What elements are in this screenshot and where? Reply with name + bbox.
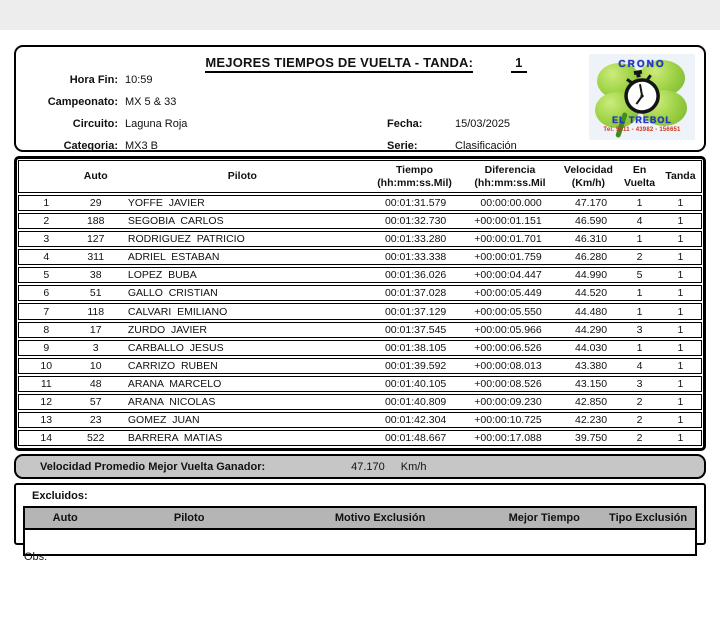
pilot-name-cell: ADRIEL ESTABAN [127, 251, 220, 264]
difference-cell: 00:00:00.000 [480, 197, 542, 210]
field-value: Clasificación [455, 140, 517, 152]
tanda-cell: 1 [677, 395, 684, 408]
excluded-section [14, 483, 706, 545]
position-cell: 3 [43, 233, 50, 246]
field-value: 15/03/2025 [455, 118, 511, 130]
speed-cell: 47.170 [574, 197, 608, 210]
excluded-title: Excluidos: [32, 490, 88, 502]
speed-cell: 39.750 [574, 432, 608, 445]
result-row [18, 322, 702, 338]
result-row [18, 267, 702, 283]
field-value: MX3 B [125, 140, 159, 152]
position-cell: 12 [40, 395, 53, 408]
lap-cell: 2 [636, 413, 643, 426]
time-header-line2: (hh:mm:ss.Mil) [377, 176, 452, 189]
field-value: Laguna Roja [125, 118, 188, 130]
position-cell: 1 [43, 197, 50, 210]
pilot-name-cell: ARANA NICOLAS [127, 395, 216, 408]
difference-cell: +00:00:04.447 [474, 269, 542, 282]
excluded-table-body [25, 530, 695, 554]
average-speed-label: Velocidad Promedio Mejor Vuelta Ganador: [40, 460, 266, 473]
lap-cell: 3 [636, 377, 643, 390]
field-label: Fecha: [387, 118, 423, 130]
tanda-number: 1 [511, 55, 526, 73]
lap-header [619, 164, 660, 189]
difference-cell: +00:00:05.449 [474, 287, 542, 300]
speed-cell: 46.590 [574, 215, 608, 228]
auto-header: Auto [83, 170, 108, 183]
lap-cell: 1 [636, 233, 643, 246]
speed-cell: 46.280 [574, 251, 608, 264]
difference-cell: +00:00:05.966 [474, 323, 542, 336]
speed-cell: 44.480 [574, 305, 608, 318]
speed-cell: 42.230 [574, 413, 608, 426]
lap-cell: 4 [636, 359, 643, 372]
lap-cell: 1 [636, 341, 643, 354]
field-label: Hora Fin: [69, 74, 118, 86]
field-value: 10:59 [125, 74, 153, 86]
auto-number-cell: 188 [86, 215, 105, 228]
result-row [18, 394, 702, 410]
auto-number-cell: 57 [89, 395, 102, 408]
excluded-pilot-header: Piloto [173, 512, 205, 524]
results-table [14, 156, 706, 451]
logo-bottom-text: EL TREBOL [612, 115, 672, 125]
excluded-table-header [25, 508, 695, 530]
auto-number-cell: 23 [89, 413, 102, 426]
speed-header [558, 164, 619, 189]
field-serie [387, 140, 517, 153]
difference-cell: +00:00:09.230 [474, 395, 542, 408]
auto-number-cell: 522 [86, 432, 105, 445]
difference-header-line1: Diferencia [484, 163, 536, 176]
logo-top-text: CRONO [618, 59, 666, 70]
difference-cell: +00:00:17.088 [474, 432, 542, 445]
auto-number-cell: 10 [89, 359, 102, 372]
time-cell: 00:01:37.129 [384, 305, 447, 318]
lap-cell: 1 [636, 287, 643, 300]
result-row [18, 358, 702, 374]
tanda-cell: 1 [677, 215, 684, 228]
pilot-name-cell: ZURDO JAVIER [127, 323, 208, 336]
pilot-name-cell: GALLO CRISTIAN [127, 287, 218, 300]
top-gray-band [0, 0, 720, 30]
tanda-cell: 1 [677, 233, 684, 246]
position-cell: 11 [40, 377, 52, 390]
position-cell: 10 [40, 359, 53, 372]
tanda-cell: 1 [677, 341, 684, 354]
pilot-name-cell: CALVARI EMILIANO [127, 305, 228, 318]
auto-number-cell: 48 [89, 377, 102, 390]
pilot-name-cell: ARANA MARCELO [127, 377, 222, 390]
auto-number-cell: 3 [92, 341, 99, 354]
tanda-cell: 1 [677, 269, 684, 282]
position-cell: 2 [43, 215, 50, 228]
speed-cell: 44.030 [574, 341, 608, 354]
position-cell: 6 [43, 287, 50, 300]
tanda-cell: 1 [677, 323, 684, 336]
field-label: Circuito: [72, 118, 118, 130]
pilot-name-cell: LOPEZ BUBA [127, 269, 197, 282]
result-row [18, 340, 702, 356]
lap-cell: 2 [636, 251, 643, 264]
speed-cell: 42.850 [574, 395, 608, 408]
auto-number-cell: 118 [87, 305, 105, 318]
field-circuito [22, 118, 187, 131]
lap-cell: 2 [636, 395, 643, 408]
speed-cell: 44.290 [574, 323, 608, 336]
pilot-header: Piloto [227, 170, 257, 183]
auto-number-cell: 51 [89, 287, 102, 300]
difference-cell: +00:00:01.701 [474, 233, 542, 246]
auto-number-cell: 127 [86, 233, 105, 246]
position-cell: 7 [43, 305, 50, 318]
report-title-row [166, 55, 566, 73]
field-label: Campeonato: [47, 96, 118, 108]
time-cell: 00:01:31.579 [384, 197, 447, 210]
speed-cell: 44.990 [574, 269, 608, 282]
tanda-cell: 1 [677, 287, 684, 300]
time-cell: 00:01:38.105 [384, 341, 447, 354]
tanda-cell: 1 [677, 251, 684, 264]
pilot-name-cell: SEGOBIA CARLOS [127, 215, 224, 228]
position-cell: 13 [40, 413, 53, 426]
pilot-name-cell: GOMEZ JUAN [127, 413, 200, 426]
logo-phone-text: Tel. 5411 - 43982 - 156651 [603, 127, 681, 133]
lap-header-line2: Vuelta [624, 176, 656, 189]
time-cell: 00:01:36.026 [384, 269, 447, 282]
pilot-name-cell: CARRIZO RUBEN [127, 359, 218, 372]
time-cell: 00:01:33.280 [384, 233, 447, 246]
time-cell: 00:01:37.545 [384, 323, 447, 336]
pilot-name-cell: BARRERA MATIAS [127, 432, 223, 445]
field-value: MX 5 & 33 [125, 96, 177, 108]
excluded-type-header: Tipo Exclusión [609, 512, 688, 524]
time-cell: 00:01:39.592 [384, 359, 447, 372]
auto-number-cell: 38 [89, 269, 102, 282]
position-cell: 8 [43, 323, 50, 336]
result-row [18, 231, 702, 247]
result-row [18, 213, 702, 229]
difference-header [462, 164, 557, 189]
difference-cell: +00:00:10.725 [474, 413, 542, 426]
position-cell: 14 [40, 432, 53, 445]
lap-cell: 1 [636, 305, 643, 318]
lap-cell: 3 [636, 323, 643, 336]
time-cell: 00:01:32.730 [384, 215, 447, 228]
time-cell: 00:01:42.304 [384, 413, 447, 426]
report-header [14, 45, 706, 152]
field-categoria [22, 140, 158, 153]
result-row [18, 195, 702, 211]
excluded-reason-header: Motivo Exclusión [334, 512, 426, 524]
auto-number-cell: 17 [89, 323, 102, 336]
difference-cell: +00:00:06.526 [474, 341, 542, 354]
field-fecha [387, 118, 510, 131]
average-speed-bar [14, 454, 706, 479]
speed-cell: 44.520 [574, 287, 608, 300]
speed-header-line1: Velocidad [563, 163, 613, 176]
result-row [18, 430, 702, 446]
result-row [18, 303, 702, 319]
auto-number-cell: 311 [87, 251, 105, 264]
time-header [367, 164, 462, 189]
lap-cell: 4 [636, 215, 643, 228]
time-cell: 00:01:40.809 [384, 395, 447, 408]
tanda-cell: 1 [677, 197, 684, 210]
results-table-header [18, 160, 702, 193]
position-cell: 5 [43, 269, 50, 282]
obs-label: Obs: [24, 551, 48, 563]
excluded-auto-header: Auto [52, 512, 78, 524]
tanda-cell: 1 [677, 359, 684, 372]
average-speed-value: 47.170 [351, 460, 385, 473]
difference-cell: +00:00:08.013 [474, 359, 542, 372]
speed-cell: 43.150 [574, 377, 608, 390]
pilot-name-cell: RODRIGUEZ PATRICIO [127, 233, 245, 246]
tanda-header: Tanda [665, 170, 696, 183]
result-row [18, 249, 702, 265]
result-row [18, 285, 702, 301]
time-cell: 00:01:40.105 [384, 377, 447, 390]
speed-cell: 43.380 [574, 359, 608, 372]
difference-cell: +00:00:08.526 [474, 377, 542, 390]
field-campeonato [22, 96, 176, 109]
difference-cell: +00:00:01.151 [474, 215, 542, 228]
lap-cell: 2 [636, 432, 643, 445]
speed-cell: 46.310 [574, 233, 608, 246]
result-row [18, 376, 702, 392]
result-row [18, 412, 702, 428]
crono-el-trebol-logo [589, 54, 695, 140]
lap-cell: 1 [636, 197, 643, 210]
lap-cell: 5 [636, 269, 643, 282]
tanda-cell: 1 [677, 377, 684, 390]
excluded-table [23, 506, 697, 556]
lap-header-line1: En [632, 163, 647, 176]
time-cell: 00:01:48.667 [384, 432, 447, 445]
excluded-best-time-header: Mejor Tiempo [508, 512, 580, 524]
tanda-cell: 1 [677, 305, 684, 318]
average-speed-unit: Km/h [400, 460, 427, 473]
time-cell: 00:01:37.028 [384, 287, 447, 300]
page-title: MEJORES TIEMPOS DE VUELTA - TANDA: [205, 55, 473, 73]
difference-cell: +00:00:05.550 [474, 305, 542, 318]
field-label: Serie: [387, 140, 418, 152]
auto-number-cell: 29 [89, 197, 102, 210]
position-cell: 9 [43, 341, 50, 354]
pilot-name-cell: CARBALLO JESUS [127, 341, 224, 354]
tanda-cell: 1 [677, 413, 684, 426]
pilot-name-cell: YOFFE JAVIER [127, 197, 205, 210]
tanda-cell: 1 [677, 432, 684, 445]
time-header-line1: Tiempo [395, 163, 434, 176]
speed-header-line2: (Km/h) [571, 176, 606, 189]
difference-header-line2: (hh:mm:ss.Mil [474, 176, 546, 189]
field-label: Categoria: [63, 140, 118, 152]
field-hora-fin [22, 74, 153, 87]
time-cell: 00:01:33.338 [384, 251, 447, 264]
position-cell: 4 [43, 251, 50, 264]
difference-cell: +00:00:01.759 [474, 251, 542, 264]
